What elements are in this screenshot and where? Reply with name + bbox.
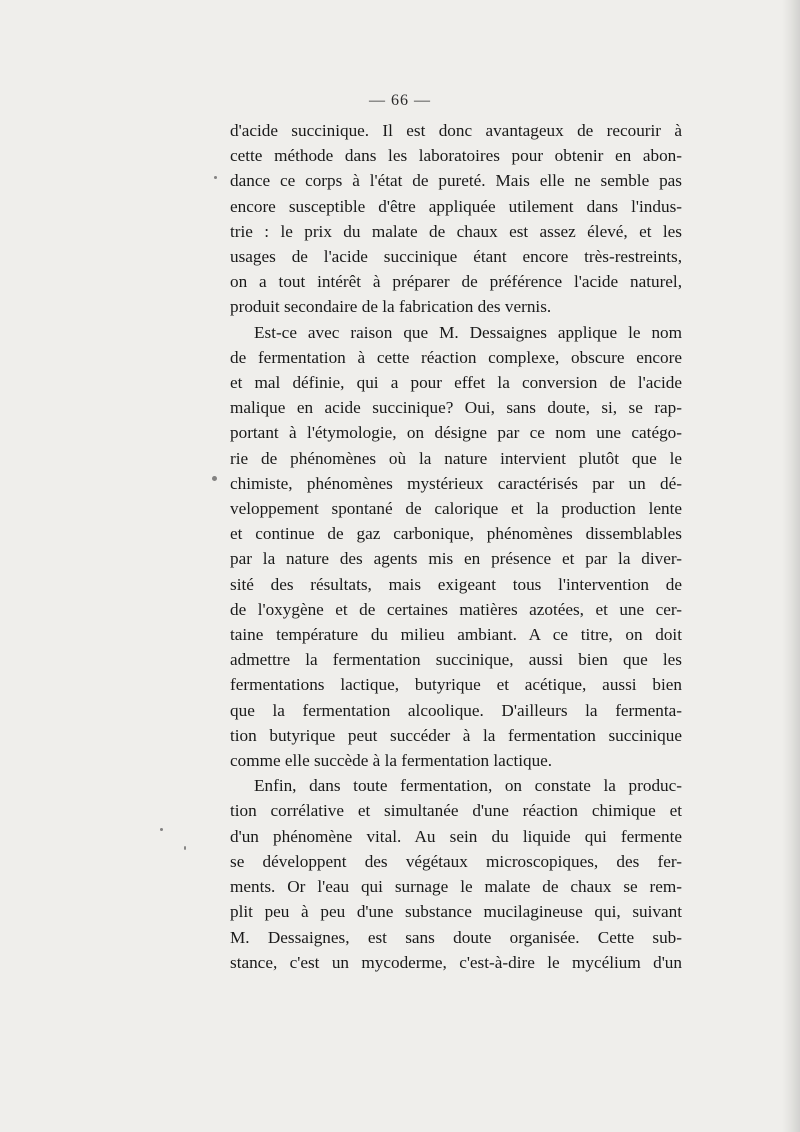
text-line: sité des résultats, mais exigeant tous l'intervention de: [230, 574, 682, 594]
text-line: admettre la fermentation succinique, aussi bien que les: [230, 650, 682, 670]
text-line: de l'oxygène et de certaines matières azotées, et une cer-: [230, 599, 682, 619]
text-line: d'acide succinique. Il est donc avantageux de recourir à: [230, 121, 682, 140]
text-line: stance, c'est un mycoderme, c'est-à-dire le mycélium d'un: [230, 952, 682, 972]
print-speck: [184, 846, 186, 850]
text-line: tion corrélative et simultanée d'une réaction chimique et: [230, 801, 682, 821]
text-line: et continue de gaz carbonique, phénomènes dissemblables: [230, 524, 682, 544]
page-edge-shadow: [782, 0, 800, 1132]
text-line: par la nature des agents mis en présence et par la diver-: [230, 549, 682, 569]
text-line: malique en acide succinique? Oui, sans doute, si, se rap-: [230, 398, 682, 418]
text-line: ments. Or l'eau qui surnage le malate de chaux se rem-: [230, 877, 682, 897]
text-line: rie de phénomènes où la nature intervient plutôt que le: [230, 448, 682, 468]
text-line: cette méthode dans les laboratoires pour obtenir en abon-: [230, 146, 682, 166]
text-line: M. Dessaignes, est sans doute organisée. Cette sub-: [230, 927, 682, 947]
text-line: taine température du milieu ambiant. A ce titre, on doit: [230, 625, 682, 645]
text-line: veloppement spontané de calorique et la production lente: [230, 499, 682, 519]
text-line: se développent des végétaux microscopiques, des fer-: [230, 851, 682, 871]
text-line: produit secondaire de la fabrication des vernis.: [230, 297, 552, 317]
text-line: trie : le prix du malate de chaux est assez élevé, et les: [230, 221, 682, 241]
text-line: plit peu à peu d'une substance mucilagineuse qui, suivant: [230, 902, 682, 922]
text-line: Enfin, dans toute fermentation, on constate la produc-: [254, 776, 682, 796]
text-line: et mal définie, qui a pour effet la conversion de l'acide: [230, 373, 682, 393]
page-number: — 66 —: [369, 92, 431, 109]
text-line: dance ce corps à l'état de pureté. Mais elle ne semble pas: [230, 171, 682, 191]
text-line: portant à l'étymologie, on désigne par ce nom une catégo-: [230, 423, 682, 443]
print-speck: [214, 176, 217, 179]
print-speck: [212, 476, 217, 481]
text-line: de fermentation à cette réaction complexe, obscure encore: [230, 347, 682, 367]
text-line: on a tout intérêt à préparer de préférence l'acide naturel,: [230, 272, 682, 292]
body-text: [230, 118, 682, 975]
text-line: que la fermentation alcoolique. D'ailleurs la fermenta-: [230, 700, 682, 720]
text-line: tion butyrique peut succéder à la fermentation succinique: [230, 725, 682, 745]
text-line: encore susceptible d'être appliquée utilement dans l'indus-: [230, 196, 682, 216]
print-speck: [160, 828, 163, 831]
text-line: d'un phénomène vital. Au sein du liquide qui fermente: [230, 826, 682, 846]
text-line: Est-ce avec raison que M. Dessaignes applique le nom: [254, 322, 682, 342]
text-line: chimiste, phénomènes mystérieux caractérisés par un dé-: [230, 473, 682, 493]
text-line: comme elle succède à la fermentation lactique.: [230, 751, 553, 771]
text-line: usages de l'acide succinique étant encore très-restreints,: [230, 247, 682, 267]
text-line: fermentations lactique, butyrique et acétique, aussi bien: [230, 675, 682, 695]
